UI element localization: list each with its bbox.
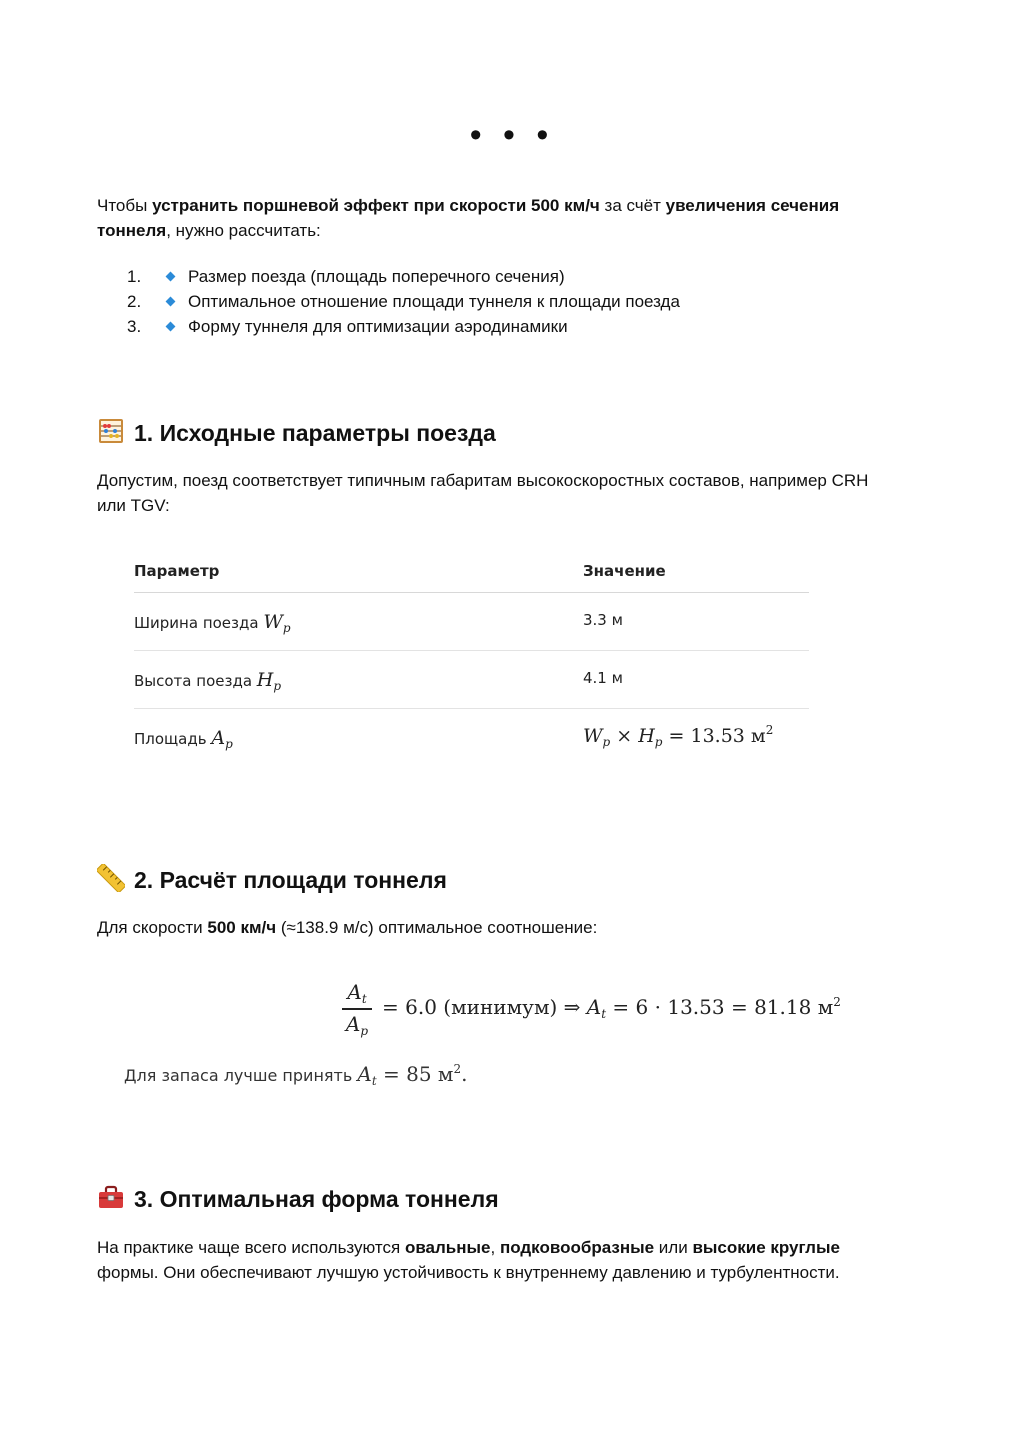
blue-diamond-icon [166, 272, 176, 282]
list-item-text: Оптимальное отношение площади туннеля к площади поезда [188, 292, 680, 311]
formula-h-sub: p [654, 735, 663, 749]
list-item-text: Форму туннеля для оптимизации аэродинамики [188, 317, 568, 336]
intro-paragraph [97, 193, 897, 243]
formula-sup: 2 [833, 995, 841, 1009]
note-value: = 85 м [376, 1062, 454, 1086]
fraction-denominator [342, 1012, 372, 1038]
s3-text-2: , [490, 1238, 500, 1257]
formula-w-sub: p [602, 735, 611, 749]
calculation-list [97, 264, 857, 339]
fraction-bar [342, 1008, 372, 1010]
column-header-value: Значение [583, 562, 666, 580]
blue-diamond-icon [166, 322, 176, 332]
train-parameters-table [134, 555, 809, 766]
note-text: Для запаса лучше принять [124, 1066, 358, 1085]
column-header-parameter: Параметр [134, 562, 220, 580]
ratio-formula [342, 980, 862, 1044]
section-heading-2 [97, 861, 447, 895]
formula-sup: 2 [765, 723, 774, 737]
s3-bold-2: подковообразные [499, 1238, 655, 1257]
section-separator: • • • [469, 116, 555, 154]
s3-bold-3: высокие круглые [692, 1238, 840, 1257]
symbol-subscript: p [273, 679, 282, 693]
row-value-formula [583, 723, 773, 749]
section-2-paragraph [97, 915, 897, 940]
formula-result: = 13.53 м [662, 725, 766, 747]
list-item [97, 264, 857, 289]
intro-bold-1: устранить поршневой эффект при скорости 500 км/ч [152, 196, 600, 215]
s2-bold-1: 500 км/ч [207, 918, 277, 937]
symbol-letter: H [256, 669, 274, 691]
section-heading-3 [97, 1180, 499, 1214]
s2-text-1: Для скорости [97, 918, 208, 937]
s3-text-3: или [654, 1238, 693, 1257]
row-label [134, 611, 291, 635]
section-3-paragraph [97, 1235, 887, 1285]
note-end: . [461, 1062, 468, 1086]
note-sup: 2 [453, 1062, 462, 1076]
row-value: 4.1 м [583, 669, 623, 687]
row-value: 3.3 м [583, 611, 623, 629]
s3-text-4: формы. Они обеспечивают лучшую устойчивость к внутреннему давлению и турбулентности. [97, 1263, 840, 1282]
note-math [357, 1062, 467, 1086]
denominator-letter: A [345, 1012, 361, 1036]
section-1-paragraph: Допустим, поезд соответствует типичным габаритам высокоскоростных составов, например CRH или TGV: [97, 471, 869, 515]
intro-bold-2: увеличения сечения тоннеля [97, 196, 840, 240]
numerator-letter: A [347, 980, 362, 1004]
formula-rest [382, 995, 841, 1021]
note-a: A [357, 1062, 372, 1086]
section-title: 1. Исходные параметры поезда [134, 419, 496, 446]
table-row [134, 593, 809, 651]
list-item [97, 314, 857, 339]
fraction-numerator [342, 980, 372, 1006]
formula-times: × [610, 725, 639, 747]
list-number: 1. [127, 267, 142, 286]
formula-part-2: = 6 · 13.53 = 81.18 м [606, 995, 834, 1019]
numerator-sub: t [361, 992, 367, 1006]
symbol-letter: W [263, 611, 283, 633]
abacus-icon [97, 417, 125, 445]
formula-a-sub: t [601, 1007, 607, 1021]
formula-part-1: = 6.0 (минимум) ⇒ [382, 995, 587, 1019]
row-label-text: Ширина поезда [134, 614, 264, 632]
row-label [134, 727, 233, 751]
section-title: 3. Оптимальная форма тоннеля [134, 1185, 499, 1212]
table-header-row [134, 555, 809, 593]
intro-text-3: , нужно рассчитать: [166, 221, 321, 240]
ruler-icon [97, 864, 125, 892]
row-symbol [263, 611, 290, 633]
list-number: 2. [127, 292, 142, 311]
formula-w: W [583, 725, 603, 747]
list-item-text: Размер поезда (площадь поперечного сечения) [188, 267, 565, 286]
s2-text-2: (≈138.9 м/с) оптимальное соотношение: [276, 918, 598, 937]
row-label-text: Площадь [134, 730, 212, 748]
table-row [134, 709, 809, 766]
intro-text-2: за счёт [599, 196, 666, 215]
s3-text-1: На практике чаще всего используются [97, 1238, 405, 1257]
section-title: 2. Расчёт площади тоннеля [134, 866, 447, 893]
list-item [97, 289, 857, 314]
intro-text-1: Чтобы [97, 196, 153, 215]
symbol-letter: A [211, 727, 226, 749]
formula-a: A [586, 995, 602, 1019]
row-symbol [257, 669, 281, 691]
toolbox-icon [97, 1183, 125, 1211]
note-a-sub: t [371, 1074, 377, 1088]
section-heading-1 [97, 414, 496, 448]
symbol-subscript: p [225, 737, 233, 751]
margin-note [124, 1062, 467, 1088]
formula-h: H [638, 725, 655, 747]
table-row [134, 651, 809, 709]
list-number: 3. [127, 317, 142, 336]
blue-diamond-icon [166, 297, 176, 307]
row-label [134, 669, 281, 693]
s3-bold-1: овальные [404, 1238, 491, 1257]
symbol-subscript: p [282, 621, 291, 635]
denominator-sub: p [360, 1024, 369, 1038]
row-label-text: Высота поезда [134, 672, 257, 690]
row-symbol [211, 727, 232, 749]
